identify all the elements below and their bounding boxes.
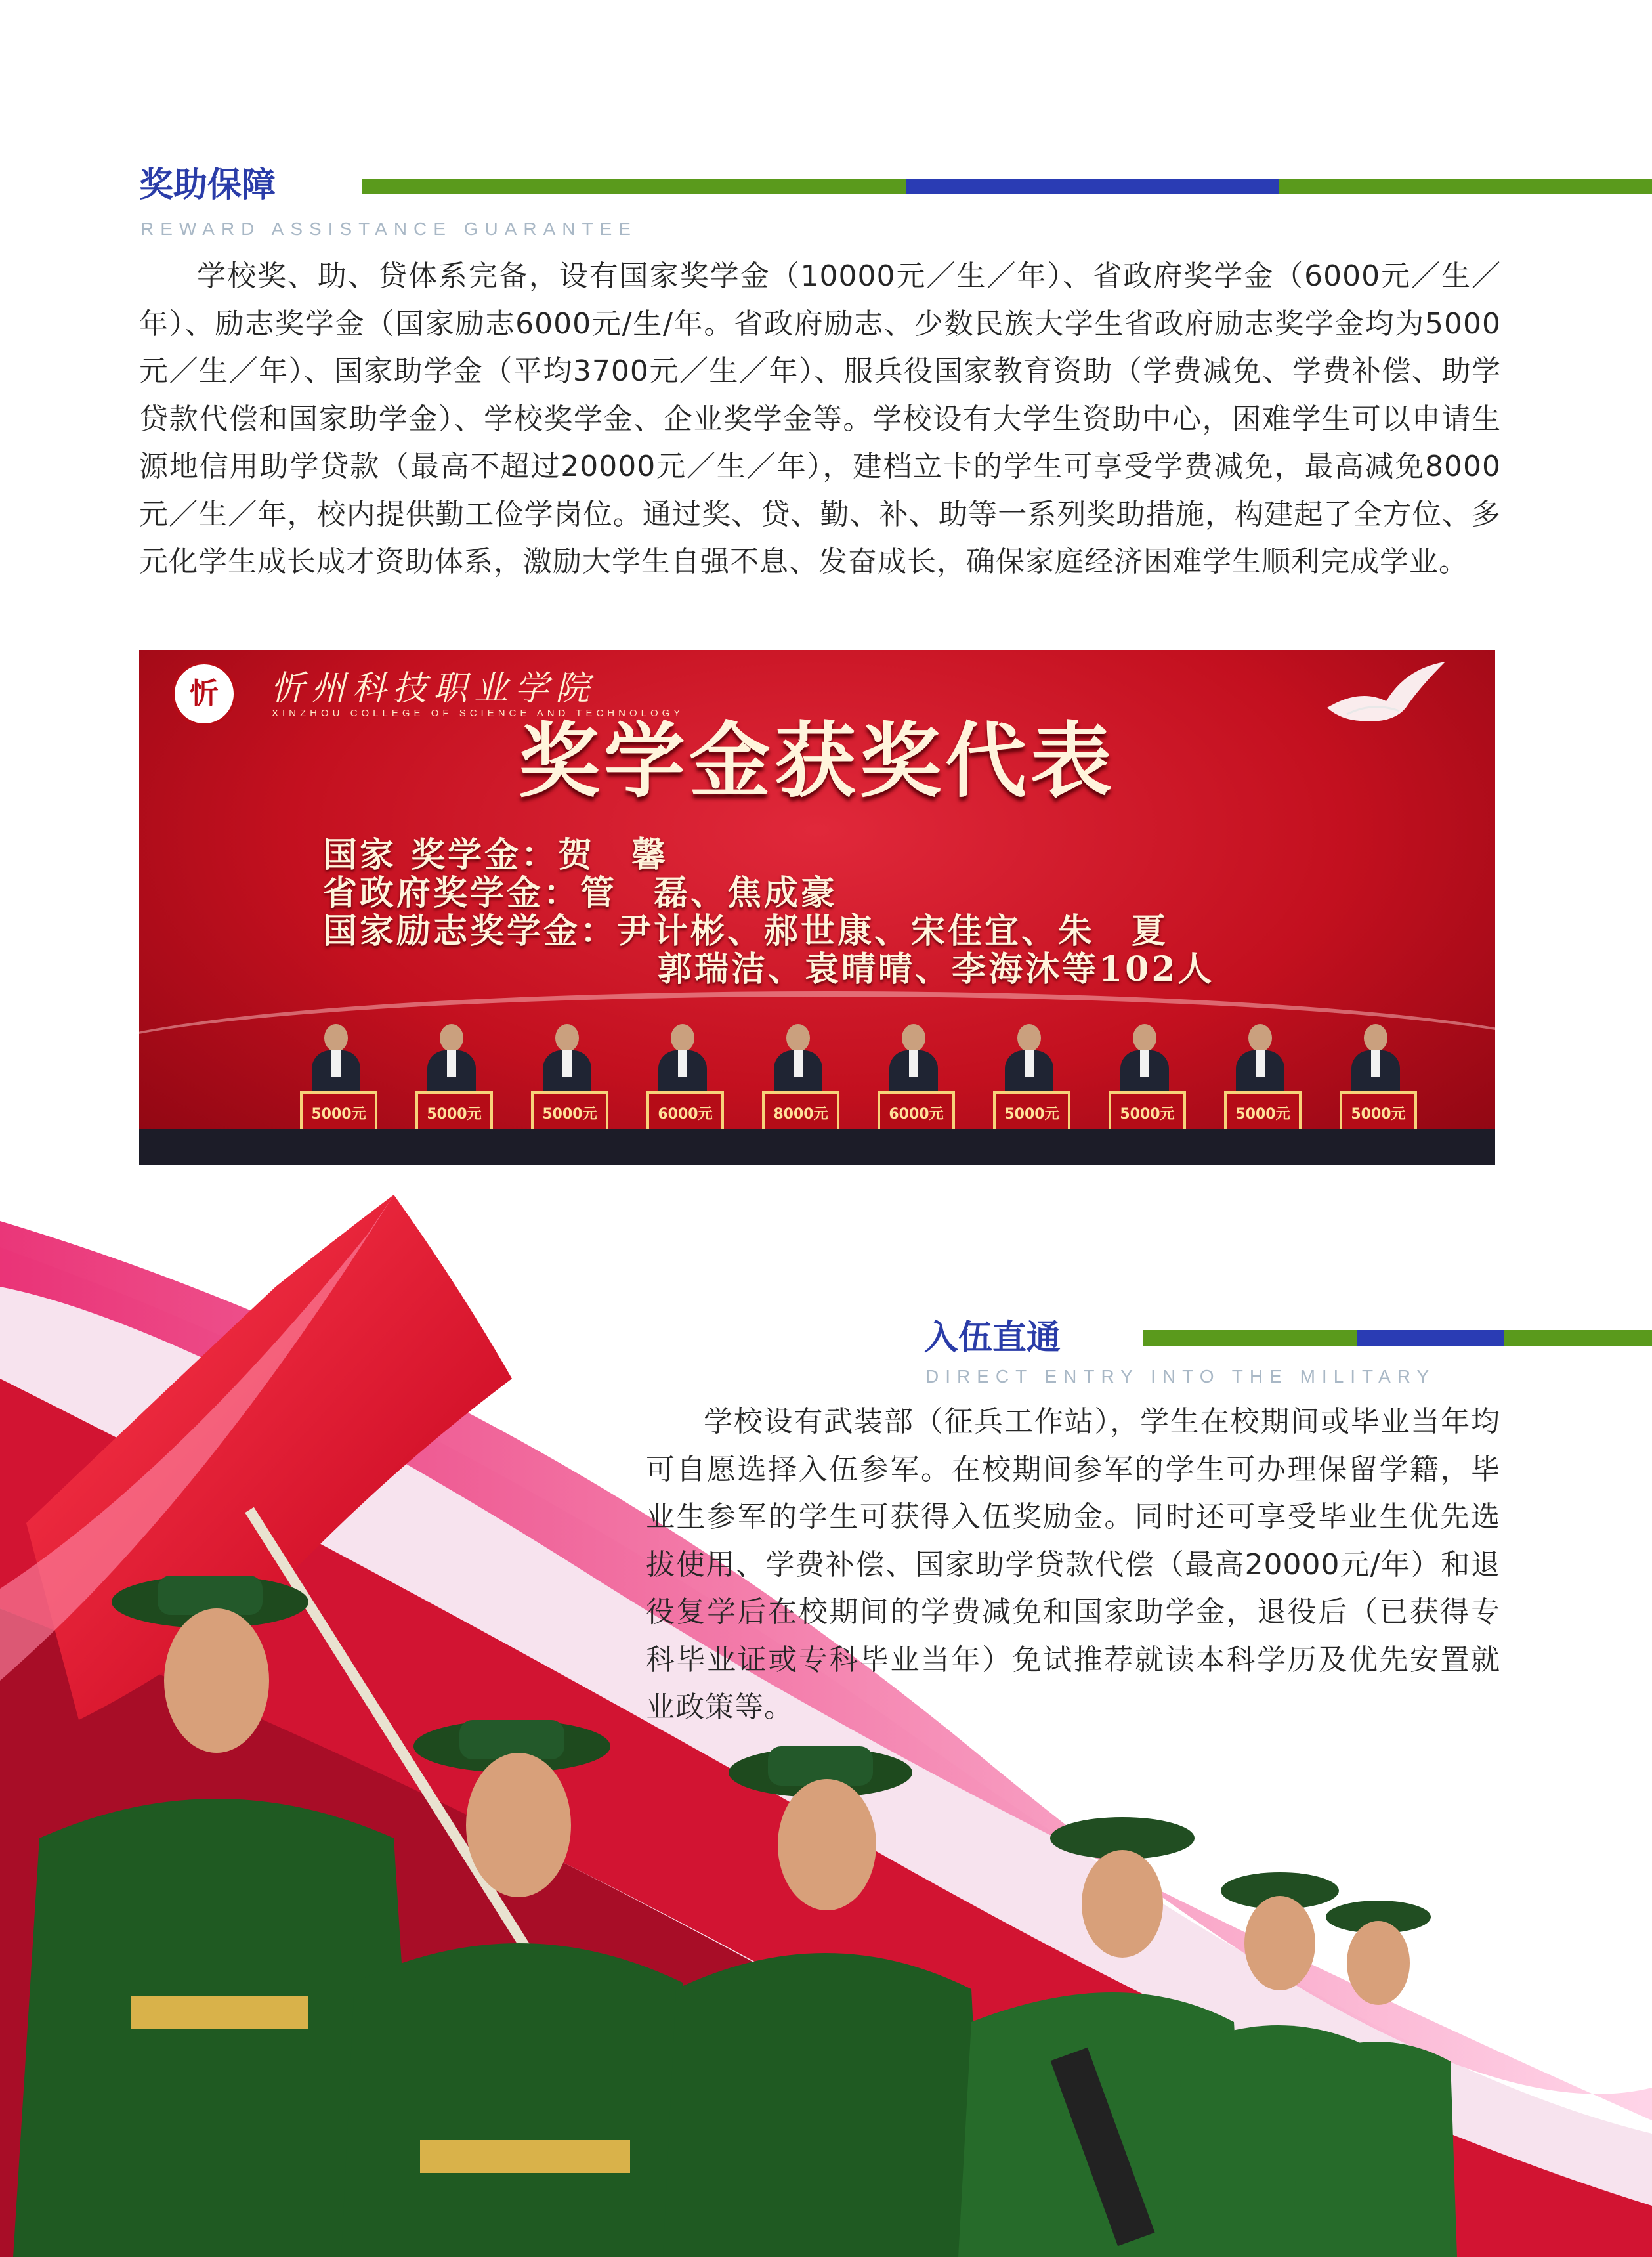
title-divider-green-end-2 [1504, 1330, 1652, 1346]
reward-body-text: 学校奖、助、贷体系完备，设有国家奖学金（10000元／生／年）、省政府奖学金（6000元／生／年）、励志奖学金（国家励志6000元/生/年。省政府励志、少数民族大学生省政府励志奖学金均为5000元／生／年）、国家助学金（平均3700元／生／年）、服兵役国家教育资助（学费减免、学费补偿、助学贷款代偿和国家助学金）、学校奖学金、企业奖学金等。学校设有大学生资助中心，困难学生可以申请生源地信用助学贷款（最高不超过20000元／生／年），建档立卡的学生可享受学费减免，最高减免8000元／生／年，校内提供勤工俭学岗位。通过奖、贷、勤、补、助等一系列奖助措施，构建起了全方位、多元化学生成长成才资助体系，激励大学生自强不息、发奋成长，确保家庭经济困难学生顺利完成学业。 [139, 259, 1501, 578]
scholarship-check: 5000元 [993, 1091, 1070, 1138]
award-line-more: 郭瑞洁、袁晴晴、李海沐等102人 [658, 949, 1215, 989]
scholarship-check: 8000元 [762, 1091, 839, 1138]
scholarship-check: 5000元 [300, 1091, 377, 1138]
scholarship-check: 6000元 [646, 1091, 724, 1138]
scholarship-check: 5000元 [531, 1091, 608, 1138]
college-logo-icon: 忻 [172, 662, 236, 726]
military-body-text: 学校设有武装部（征兵工作站），学生在校期间或毕业当年均可自愿选择入伍参军。在校期间参军的学生可办理保留学籍，毕业生参军的学生可获得入伍奖励金。同时还可享受毕业生优先选拔使用、学费补偿、国家助学贷款代偿（最高20000元/年）和退役复学后在校期间的学费减免和国家助学金，退役后（已获得专科毕业证或专科毕业当年）免试推荐就读本科学历及优先安置就业政策等。 [646, 1405, 1500, 1724]
stage-title: 奖学金获奖代表 [518, 714, 1116, 809]
award-line-provincial: 省政府奖学金：管 磊、焦成豪 [323, 873, 838, 913]
scholarship-check: 5000元 [1340, 1091, 1417, 1138]
award-line-inspirational: 国家励志奖学金：尹计彬、郝世康、宋佳宜、朱 夏 [323, 911, 1169, 951]
college-name-en: XINZHOU COLLEGE OF SCIENCE AND TECHNOLOGY [272, 708, 685, 719]
title-divider-green-2 [1143, 1330, 1357, 1346]
scholarship-check: 5000元 [1109, 1091, 1186, 1138]
soldier-6 [1293, 1901, 1457, 2257]
reward-section-title: 奖助保障 [139, 165, 276, 205]
military-section-subtitle: DIRECT ENTRY INTO THE MILITARY [925, 1366, 1436, 1386]
title-divider-blue-2 [1357, 1330, 1504, 1346]
reward-section-subtitle: REWARD ASSISTANCE GUARANTEE [140, 219, 637, 239]
stage-floor [139, 1129, 1495, 1165]
title-divider-blue [906, 179, 1279, 194]
scholarship-check: 5000元 [415, 1091, 493, 1138]
title-divider-green-end [1279, 179, 1652, 194]
college-name-cn: 忻州科技职业学院 [270, 669, 597, 708]
scholarship-check: 5000元 [1224, 1091, 1302, 1138]
title-divider-green [362, 179, 906, 194]
scholarship-check: 6000元 [878, 1091, 955, 1138]
military-section-title: 入伍直通 [924, 1318, 1061, 1358]
award-line-national: 国家 奖学金：贺 馨 [323, 835, 669, 875]
award-ceremony-photo [139, 650, 1495, 1165]
